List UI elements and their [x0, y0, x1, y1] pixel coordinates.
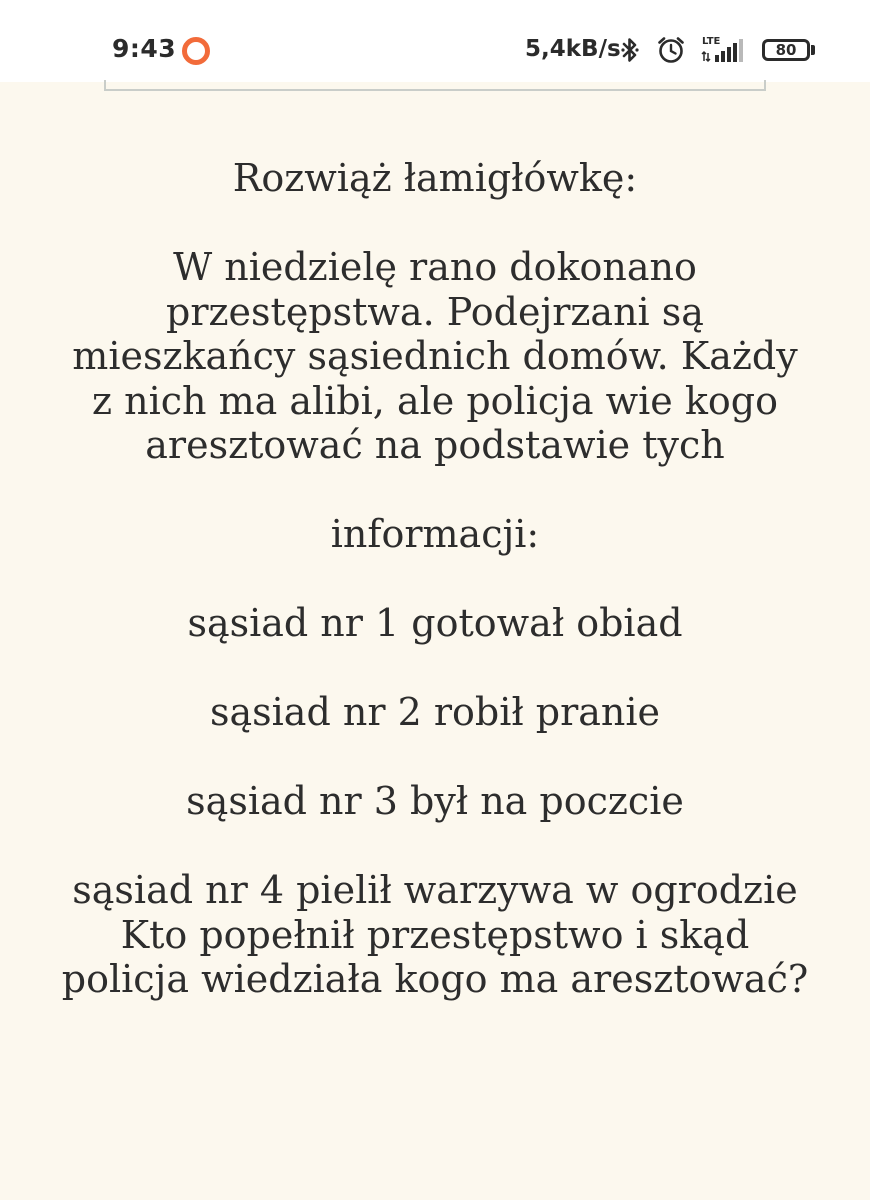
image-frame-edge	[104, 80, 766, 91]
riddle-intro-end: informacji:	[330, 512, 540, 556]
riddle-text	[60, 156, 810, 1002]
riddle-intro: W niedzielę rano dokonano przestępstwa. Podejrzani są mieszkańcy sąsiednich domów. Każdy z nich ma alibi, ale policja wie kogo aresztować na podstawie tych	[72, 245, 798, 467]
alarm-clock-icon	[656, 35, 686, 65]
svg-text:LTE: LTE	[702, 36, 721, 47]
network-speed: 5,4kB/s	[525, 36, 621, 62]
lte-signal-icon	[700, 34, 750, 64]
clue-3: sąsiad nr 3 był na poczcie	[186, 779, 684, 823]
clue-2: sąsiad nr 2 robił pranie	[209, 690, 661, 734]
battery-nub	[811, 45, 815, 55]
battery-level: 80	[775, 41, 797, 59]
bluetooth-icon	[619, 36, 641, 64]
clue-1: sąsiad nr 1 gotował obiad	[187, 601, 683, 645]
status-time: 9:43	[112, 34, 177, 63]
riddle-title: Rozwiąż łamigłówkę:	[232, 156, 638, 200]
battery-icon	[762, 39, 810, 61]
screen-recording-icon	[182, 37, 210, 65]
status-bar	[0, 0, 870, 82]
clue-4-and-question: sąsiad nr 4 pielił warzywa w ogrodzie Kto popełnił przestępstwo i skąd policja wiedziała kogo ma aresztować?	[61, 868, 809, 1001]
